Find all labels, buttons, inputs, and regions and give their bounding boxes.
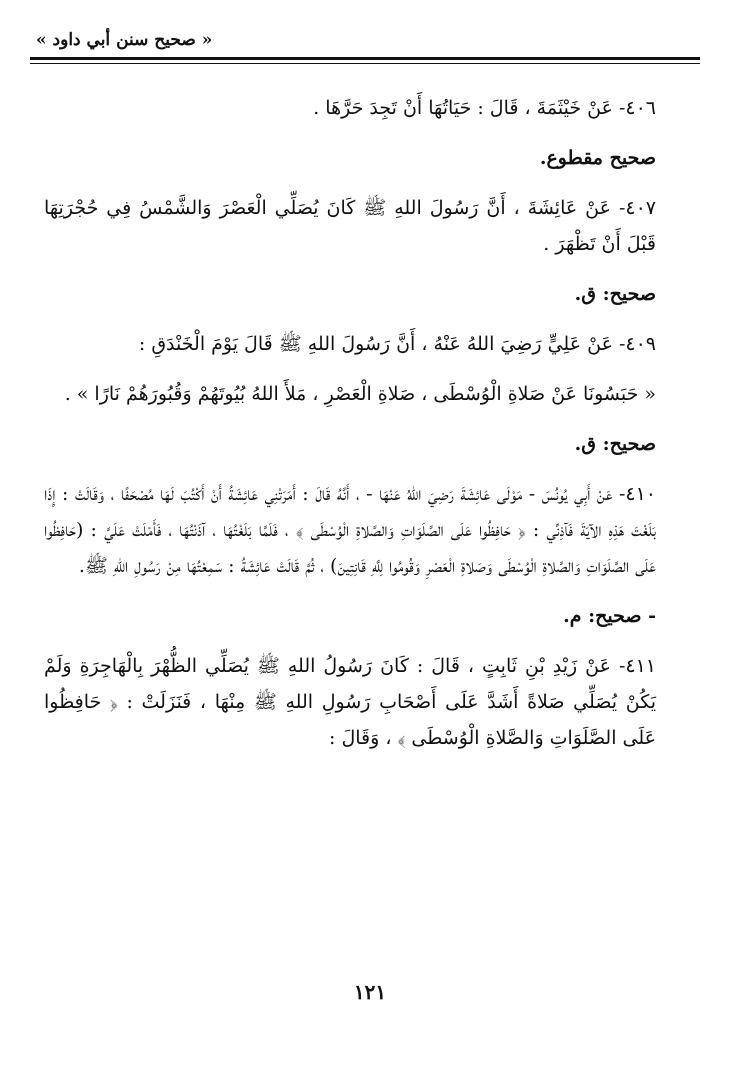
header-rule-thin — [30, 63, 700, 64]
grade-406: صحيح مقطوع. — [539, 147, 656, 169]
grade-409: صحيح: ق. — [574, 433, 656, 455]
hadith-411: ٤١١- عَنْ زَيْدِ بْنِ ثَابِتٍ ، قَالَ : كَانَ رَسُولُ اللهِ ﷺ يُصَلِّي الظُّهْرَ بِالْهَاجِرَةِ وَلَمْ يَكُنْ يُصَلِّي صَلاةً أَشَدَّ عَلَى أَصْحَابِ رَسُولِ اللهِ ﷺ مِنْهَا ، فَنَزَلَتْ : ﴿ حَافِظُوا عَلَى الصَّلَوَاتِ وَالصَّلاةِ الْوُسْطَى ﴾ ، وَقَالَ : — [44, 655, 656, 749]
running-header-title: « صحيح سنن أبي داود » — [36, 30, 213, 50]
hadith-409: ٤٠٩- عَنْ عَلِيٍّ رَضِيَ اللهُ عَنْهُ ، أَنَّ رَسُولَ اللهِ ﷺ قَالَ يَوْمَ الْخَنْدَقِ : — [138, 333, 656, 355]
page-number: ١٢١ — [353, 980, 387, 1004]
grade-407: صحيح: ق. — [574, 283, 656, 305]
page-body — [44, 90, 656, 770]
header-rule-thick — [30, 57, 700, 60]
hadith-409-quote: « حَبَسُونَا عَنْ صَلاةِ الْوُسْطَى ، صَلاةِ الْعَصْرِ ، مَلأَ اللهُ بُيُوتَهُمْ وَقُبُورَهُمْ نَارًا » . — [64, 383, 656, 405]
hadith-410: ٤١٠- عَنْ أَبِي يُونُسَ - مَوْلَى عَائِشَةَ رَضِيَ اللهُ عَنْهَا - ، أَنَّهُ قَالَ : أَمَرَتْنِي عَائِشَةُ أَنْ أَكْتُبَ لَهَا مُصْحَفًا ، وَقَالَتْ : إِذَا بَلَغْتَ هَذِهِ الآيَةَ فَآذِنِّي : ﴿ حَافِظُوا عَلَى الصَّلَوَاتِ وَالصَّلاةِ الْوُسْطَى ﴾ ، فَلَمَّا بَلَغْتُهَا ، آذَنْتُهَا ، فَأَمْلَتْ عَلَيَّ : (حَافِظُوا عَلَى الصَّلَوَاتِ وَالصَّلاةِ الْوُسْطَى وَصَلاةِ الْعَصْرِ وَقُومُوا لِلَّهِ قَانِتِينَ) ، ثُمَّ قَالَتْ عَائِشَةُ : سَمِعْتُهَا مِنْ رَسُولِ اللهِ ﷺ. — [44, 483, 656, 577]
hadith-407: ٤٠٧- عَنْ عَائِشَةَ ، أَنَّ رَسُولَ اللهِ ﷺ كَانَ يُصَلِّي الْعَصْرَ وَالشَّمْسُ فِي حُجْرَتِهَا قَبْلَ أَنْ تَظْهَرَ . — [44, 197, 656, 255]
grade-410: - صحيح: م. — [563, 605, 656, 627]
hadith-406: ٤٠٦- عَنْ خَيْثَمَةَ ، قَالَ : حَيَاتُهَا أَنْ تَجِدَ حَرَّهَا . — [313, 97, 656, 119]
